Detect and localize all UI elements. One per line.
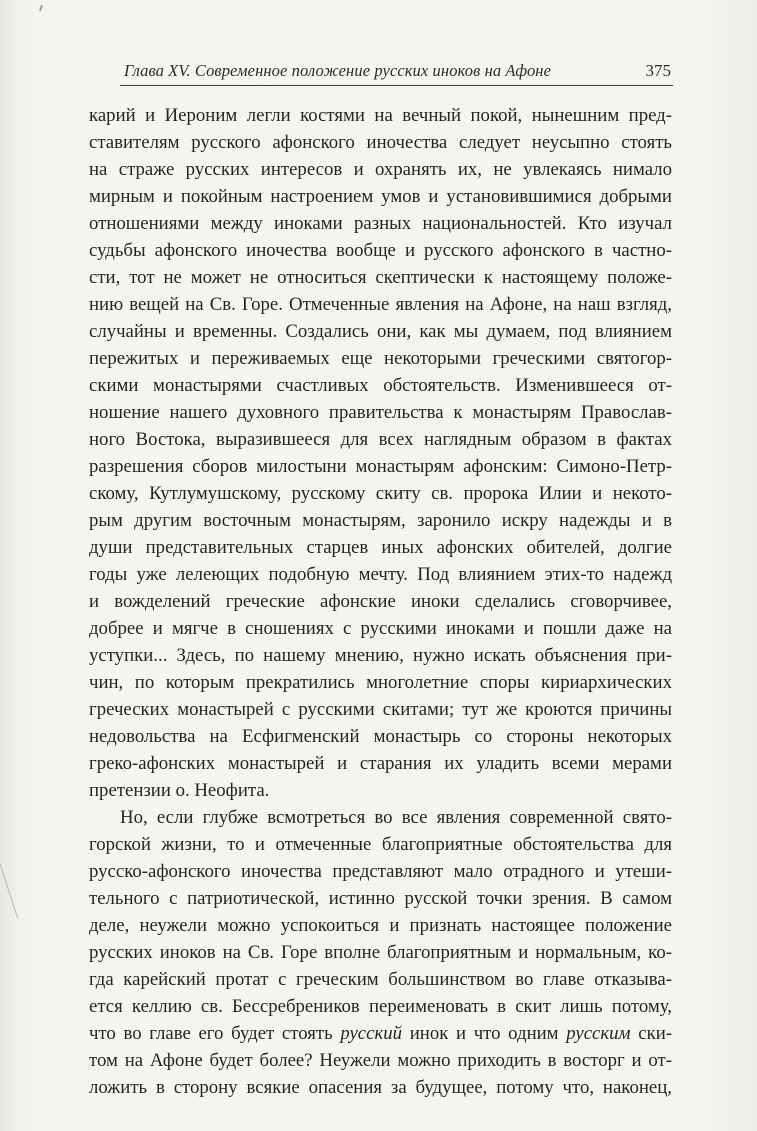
text-line: отношениями между иноками разных национальностей. Кто изучал — [89, 213, 672, 234]
text-line: горской жизни, то и отмеченные благоприятные обстоятельства для — [89, 834, 672, 855]
text-line: и вожделений греческие афонские иноки сделались сговорчивее, — [89, 591, 672, 612]
text-line: добрее и мягче в сношениях с русскими иноками и пошли даже на — [89, 618, 672, 639]
text-line: ется келлию св. Бессребреников переименовать в скит лишь потому, — [89, 996, 672, 1017]
text-line: случайны и временны. Создались они, как мы думаем, под влиянием — [89, 321, 672, 342]
text-line: деле, неужели можно успокоиться и признать настоящее положение — [89, 915, 672, 936]
text-line: русских иноков на Св. Горе вполне благоприятным и нормальным, ко- — [89, 942, 672, 963]
text-line: ставителям русского афонского иночества следует неусыпно стоять — [89, 132, 672, 153]
text-line: гда карейский протат с греческим большинством во главе отказыва- — [89, 969, 672, 990]
text-line: души представительных старцев иных афонских обителей, долгие — [89, 537, 672, 558]
running-header — [120, 55, 673, 86]
page-number: 375 — [645, 61, 671, 80]
text-run: ски- — [630, 1023, 672, 1044]
italic-emphasis: русским — [566, 1023, 631, 1044]
margin-mark — [0, 861, 18, 918]
italic-emphasis: русский — [340, 1023, 403, 1044]
text-line: том на Афоне будет более? Неужели можно приходить в восторг и от- — [89, 1050, 672, 1071]
text-line: скому, Кутлумушскому, русскому скиту св. пророка Илии и некото- — [89, 483, 672, 504]
text-line: разрешения сборов милостыни монастырям афонским: Симоно-Петр- — [89, 456, 672, 477]
text-line: нию вещей на Св. Горе. Отмеченные явления на Афоне, на наш взгляд, — [89, 294, 672, 315]
body-text — [89, 102, 672, 1101]
text-line: греческих монастырей с русскими скитами; тут же кроются причины — [89, 699, 672, 720]
text-line: на страже русских интересов и охранять их, не увлекаясь нимало — [89, 159, 672, 180]
text-run: что во главе его будет стоять — [89, 1023, 341, 1044]
text-line-with-italics — [89, 1020, 672, 1047]
text-line: пережитых и переживаемых еще некоторыми греческими святогор- — [89, 348, 672, 369]
text-line: рым другим восточным монастырям, заронило искру надежды и в — [89, 510, 672, 531]
running-title: Глава XV. Современное положение русских иноков на Афоне — [124, 61, 552, 80]
scan-artifact — [39, 5, 43, 11]
text-line: судьбы афонского иночества вообще и русского афонского в частно- — [89, 240, 672, 261]
paragraph-end-line: претензии о. Неофита. — [89, 780, 270, 801]
text-line: недовольства на Есфигменский монастырь со стороны некоторых — [89, 726, 672, 747]
text-line: годы уже лелеющих подобную мечту. Под влиянием этих-то надежд — [89, 564, 672, 585]
text-line: ношение нашего духовного правительства к монастырям Православ- — [89, 402, 672, 423]
text-line: ного Востока, выразившееся для всех наглядным образом в фактах — [89, 429, 672, 450]
text-line: тельного с патриотической, истинно русской точки зрения. В самом — [89, 888, 672, 909]
text-line: уступки... Здесь, по нашему мнению, нужно искать объяснения при- — [89, 645, 672, 666]
text-line: мирным и покойным настроением умов и установившимися добрыми — [89, 186, 672, 207]
paragraph-start-line: Но, если глубже всмотреться во все явления современной свято- — [120, 807, 672, 828]
text-line: карий и Иероним легли костями на вечный покой, нынешним пред- — [89, 105, 672, 126]
text-line: скими монастырями счастливых обстоятельств. Изменившееся от- — [89, 375, 672, 396]
text-line: ложить в сторону всякие опасения за будущее, потому что, наконец, — [89, 1077, 672, 1098]
text-line: сти, тот не может не относиться скептически к настоящему положе- — [89, 267, 672, 288]
text-line: русско-афонского иночества представляют мало отрадного и утеши- — [89, 861, 672, 882]
text-run: инок и что одним — [402, 1023, 567, 1044]
text-line: греко-афонских монастырей и старания их уладить всеми мерами — [89, 753, 672, 774]
text-line: чин, по которым прекратились многолетние споры кириархических — [89, 672, 672, 693]
